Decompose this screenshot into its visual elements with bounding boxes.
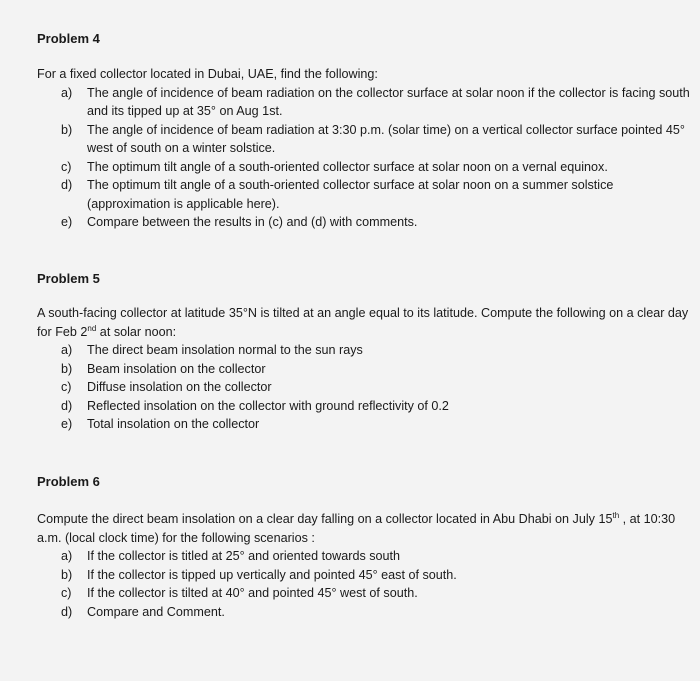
item-marker: b) <box>61 361 73 376</box>
item-marker: b) <box>61 122 73 137</box>
item-marker: e) <box>61 417 73 431</box>
item-text: The angle of incidence of beam radiation on the collector surface at solar noon if the collector is facing south and its tipped up at 35° on Aug 1st. <box>87 85 690 118</box>
problem-5-list <box>37 341 692 434</box>
item-text: The optimum tilt angle of a south-oriented collector surface at solar noon on a summer solstice (approximation is applicable here). <box>87 178 614 211</box>
list-item <box>61 584 692 603</box>
intro-text: A south-facing collector at latitude 35°N is tilted at an angle equal to its latitude. Compute the following on a clear day for Feb 2 <box>37 306 689 339</box>
list-item <box>61 176 692 213</box>
intro-text-end: at solar noon: <box>96 324 177 339</box>
item-text: If the collector is titled at 25° and oriented towards south <box>87 549 401 563</box>
problem-6-list <box>37 547 692 621</box>
item-marker: d) <box>61 178 73 192</box>
problem-4-title: Problem 4 <box>37 31 100 46</box>
item-text: Compare and Comment. <box>87 604 225 619</box>
list-item <box>61 158 692 177</box>
item-marker: a) <box>61 85 73 100</box>
item-marker: d) <box>61 398 73 413</box>
item-text: If the collector is tilted at 40° and pointed 45° west of south. <box>87 586 418 600</box>
list-item <box>61 547 692 566</box>
item-marker: e) <box>61 215 73 229</box>
list-item <box>61 84 692 121</box>
item-text: If the collector is tipped up vertically and pointed 45° east of south. <box>87 567 457 582</box>
item-text: Diffuse insolation on the collector <box>87 380 272 394</box>
list-item <box>61 341 692 360</box>
list-item <box>61 378 692 397</box>
list-item <box>61 566 692 585</box>
item-text: Total insolation on the collector <box>87 417 260 431</box>
problem-4-intro: For a fixed collector located in Dubai, UAE, find the following: <box>37 67 378 81</box>
list-item <box>61 397 692 416</box>
item-marker: a) <box>61 549 73 563</box>
item-marker: d) <box>61 604 73 619</box>
problem-4-body <box>37 65 692 232</box>
problem-6-body <box>37 510 692 621</box>
ordinal-suffix: nd <box>87 323 97 333</box>
problem-6-intro <box>37 510 692 547</box>
item-text: The direct beam insolation normal to the sun rays <box>87 343 363 357</box>
list-item <box>61 121 692 158</box>
problem-5-body <box>37 304 692 434</box>
problem-5-title: Problem 5 <box>37 271 100 286</box>
ordinal-suffix: th <box>612 511 620 520</box>
item-text: Beam insolation on the collector <box>87 361 266 376</box>
item-text: The optimum tilt angle of a south-oriented collector surface at solar noon on a vernal equinox. <box>87 159 608 174</box>
list-item <box>61 603 692 622</box>
item-marker: b) <box>61 567 73 582</box>
problem-6-title: Problem 6 <box>37 474 100 489</box>
problem-4-list <box>37 84 692 232</box>
intro-text: Compute the direct beam insolation on a clear day falling on a collector located in Abu Dhabi on July 15 <box>37 512 613 526</box>
item-text: Compare between the results in (c) and (d) with comments. <box>87 215 418 229</box>
list-item <box>61 213 692 232</box>
item-marker: c) <box>61 380 72 394</box>
list-item <box>61 360 692 379</box>
item-text: The angle of incidence of beam radiation at 3:30 p.m. (solar time) on a vertical collector surface pointed 45° west of south on a winter solstice. <box>87 122 685 155</box>
item-marker: c) <box>61 586 72 600</box>
problem-5-intro <box>37 304 692 341</box>
intro-text-end: , at 10:30 a.m. (local clock time) for the following scenarios : <box>37 512 676 545</box>
item-text: Reflected insolation on the collector with ground reflectivity of 0.2 <box>87 398 449 413</box>
item-marker: a) <box>61 343 73 357</box>
item-marker: c) <box>61 159 72 174</box>
list-item <box>61 415 692 434</box>
